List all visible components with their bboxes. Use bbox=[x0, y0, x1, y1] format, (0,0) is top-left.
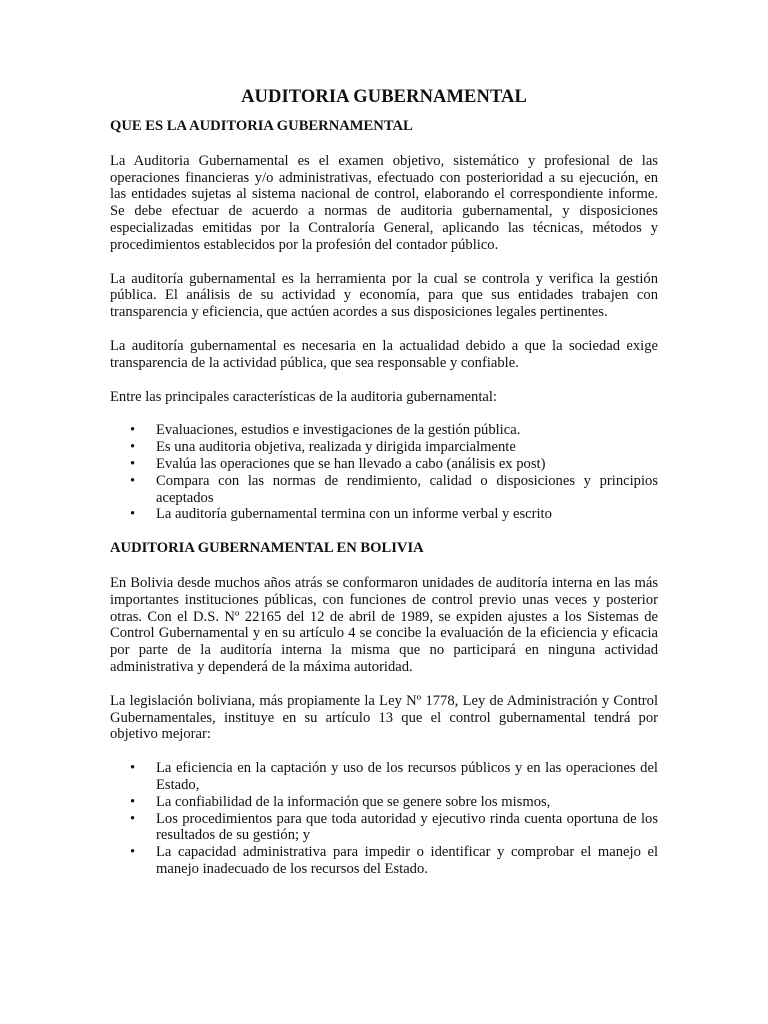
list-item bbox=[110, 794, 658, 811]
bullet-icon: • bbox=[130, 439, 136, 456]
list-item bbox=[110, 473, 658, 507]
list-item-text: Evalúa las operaciones que se han llevado a cabo (análisis ex post) bbox=[156, 455, 546, 472]
list-item-text: Evaluaciones, estudios e investigaciones de la gestión pública. bbox=[156, 422, 521, 439]
bullet-icon: • bbox=[130, 810, 136, 827]
list-item bbox=[110, 422, 658, 439]
section-heading-que-es: QUE ES LA AUDITORIA GUBERNAMENTAL bbox=[110, 118, 413, 134]
paragraph-legislacion: La legislación boliviana, más propiamente la Ley Nº 1778, Ley de Administración y Control Gubernamentales, instituye en su artículo 13 que el control gubernamental tendrá por objetivo mejorar: bbox=[110, 692, 658, 743]
list-item bbox=[110, 844, 658, 878]
list-item-text: La auditoría gubernamental termina con un informe verbal y escrito bbox=[156, 506, 552, 523]
paragraph-herramienta: La auditoría gubernamental es la herramienta por la cual se controla y verifica la gestión pública. El análisis de su actividad y economía, para que sus entidades trabajen con transparencia y eficiencia, que actúen acordes a sus disposiciones legales pertinentes. bbox=[110, 270, 658, 321]
bullet-icon: • bbox=[130, 844, 136, 861]
paragraph-caracteristicas-intro: Entre las principales características de la auditoria gubernamental: bbox=[110, 388, 497, 405]
document-page bbox=[110, 86, 658, 895]
document-title: AUDITORIA GUBERNAMENTAL bbox=[241, 87, 527, 107]
paragraph-definition: La Auditoria Gubernamental es el examen objetivo, sistemático y profesional de las operaciones financieras y/o administrativas, efectuado con posterioridad a su ejecución, en las entidades sujetas al sistema nacional de control, elaborando el correspondiente informe. Se debe efectuar de acuerdo a normas de auditoria gubernamental, y disposiciones especializadas emitidas por la Contraloría General, aplicando las técnicas, métodos y procedimientos establecidos por la profesión del contador público. bbox=[110, 152, 658, 253]
list-item bbox=[110, 760, 658, 794]
list-item bbox=[110, 456, 658, 473]
list-item-text: La eficiencia en la captación y uso de los recursos públicos y en las operaciones del Estado, bbox=[156, 760, 658, 793]
list-item-text: La confiabilidad de la información que se genere sobre los mismos, bbox=[156, 793, 551, 810]
bullet-icon: • bbox=[130, 422, 136, 439]
list-item-text: Es una auditoria objetiva, realizada y dirigida imparcialmente bbox=[156, 439, 516, 456]
bullet-icon: • bbox=[130, 760, 136, 777]
list-item bbox=[110, 811, 658, 845]
paragraph-bolivia-history: En Bolivia desde muchos años atrás se conformaron unidades de auditoría interna en las más importantes instituciones públicas, con funciones de control previo unas veces y posterior otras. Con el D.S. Nº 22165 del 12 de abril de 1989, se expiden ajustes a los Sistemas de Control Gubernamental y en su artículo 4 se concibe la evaluación de la eficiencia y eficacia por parte de la auditoría interna la misma que no participará en ninguna actividad administrativa y dependerá de la máxima autoridad. bbox=[110, 574, 658, 675]
caracteristicas-list bbox=[110, 422, 658, 523]
bullet-icon: • bbox=[130, 793, 136, 810]
paragraph-necesaria: La auditoría gubernamental es necesaria en la actualidad debido a que la sociedad exige transparencia de la actividad pública, que sea responsable y confiable. bbox=[110, 337, 658, 371]
list-item-text: Los procedimientos para que toda autoridad y ejecutivo rinda cuenta oportuna de los resultados de su gestión; y bbox=[156, 810, 658, 844]
bullet-icon: • bbox=[130, 455, 136, 472]
bullet-icon: • bbox=[130, 472, 136, 489]
section-heading-bolivia: AUDITORIA GUBERNAMENTAL EN BOLIVIA bbox=[110, 540, 424, 557]
list-item bbox=[110, 506, 658, 523]
bullet-icon: • bbox=[130, 506, 136, 523]
list-item bbox=[110, 439, 658, 456]
list-item-text: La capacidad administrativa para impedir o identificar y comprobar el manejo el manejo inadecuado de los recursos del Estado. bbox=[156, 844, 658, 877]
list-item-text: Compara con las normas de rendimiento, calidad o disposiciones y principios aceptados bbox=[156, 472, 658, 506]
objetivos-list bbox=[110, 760, 658, 878]
